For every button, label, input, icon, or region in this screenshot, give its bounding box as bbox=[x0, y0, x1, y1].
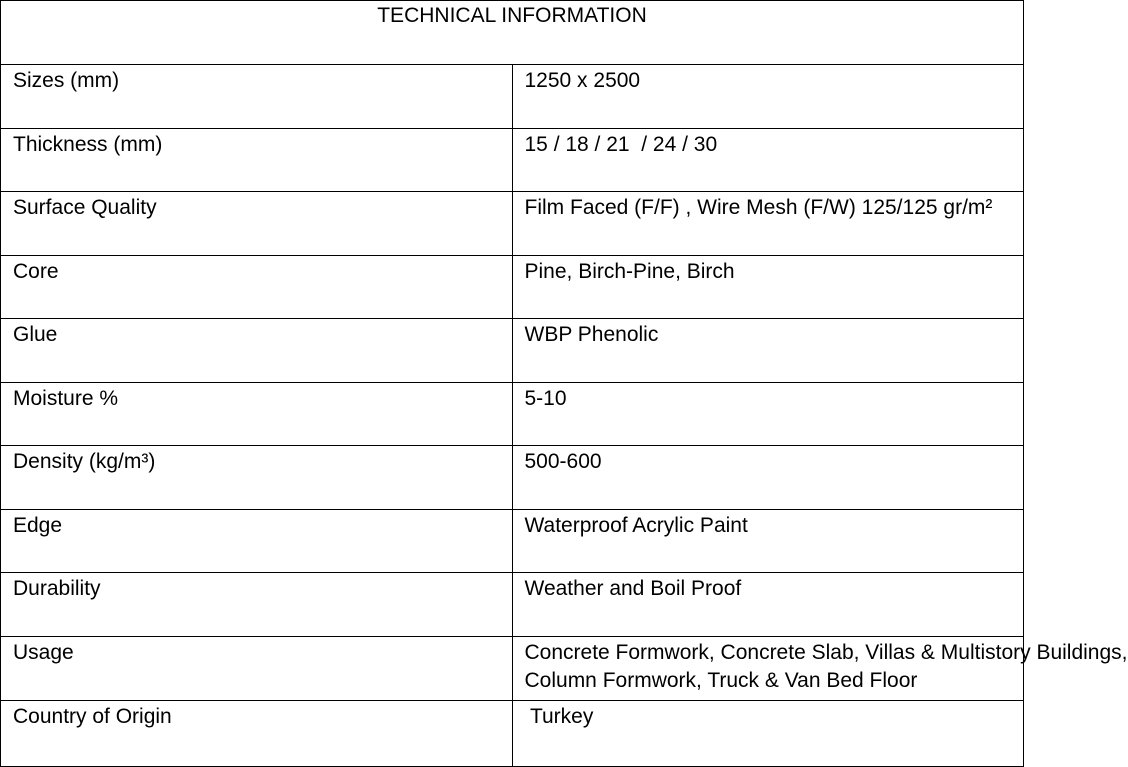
table-row-durability bbox=[1, 573, 1024, 637]
row-label: Core bbox=[1, 255, 513, 319]
usage-line-1: Concrete Formwork, Concrete Slab, Villas & Multistory Buildings, bbox=[524, 640, 1128, 664]
row-value: Waterproof Acrylic Paint bbox=[512, 509, 1024, 573]
row-label: Surface Quality bbox=[1, 192, 513, 256]
usage-line-2: Column Formwork, Truck & Van Bed Floor bbox=[524, 668, 918, 692]
table-row-core bbox=[1, 255, 1024, 319]
row-label: Usage bbox=[1, 636, 513, 700]
row-label: Sizes (mm) bbox=[1, 65, 513, 129]
row-value: 1250 x 2500 bbox=[512, 65, 1024, 129]
row-value: Film Faced (F/F) , Wire Mesh (F/W) 125/125 gr/m² bbox=[512, 192, 1024, 256]
table-row-edge bbox=[1, 509, 1024, 573]
row-label: Country of Origin bbox=[1, 700, 513, 766]
row-label: Durability bbox=[1, 573, 513, 637]
row-value: 500-600 bbox=[512, 446, 1024, 510]
row-value: 5-10 bbox=[512, 382, 1024, 446]
table-title: TECHNICAL INFORMATION bbox=[1, 1, 1024, 65]
row-label: Thickness (mm) bbox=[1, 128, 513, 192]
row-label: Density (kg/m³) bbox=[1, 446, 513, 510]
table-row-moisture bbox=[1, 382, 1024, 446]
table-row-density bbox=[1, 446, 1024, 510]
row-value: WBP Phenolic bbox=[512, 319, 1024, 383]
row-value: Turkey bbox=[512, 700, 1024, 766]
row-value: Pine, Birch-Pine, Birch bbox=[512, 255, 1024, 319]
row-label: Moisture % bbox=[1, 382, 513, 446]
table-row-glue bbox=[1, 319, 1024, 383]
row-value: Weather and Boil Proof bbox=[512, 573, 1024, 637]
row-label: Glue bbox=[1, 319, 513, 383]
table-row-surface-quality bbox=[1, 192, 1024, 256]
table-row-usage bbox=[1, 636, 1024, 700]
row-value bbox=[512, 636, 1128, 700]
row-label: Edge bbox=[1, 509, 513, 573]
table-row-country-of-origin bbox=[1, 700, 1024, 766]
table-row-thickness bbox=[1, 128, 1024, 192]
row-value: 15 / 18 / 21 / 24 / 30 bbox=[512, 128, 1024, 192]
table-title-row bbox=[1, 1, 1024, 65]
table-row-sizes bbox=[1, 65, 1024, 129]
